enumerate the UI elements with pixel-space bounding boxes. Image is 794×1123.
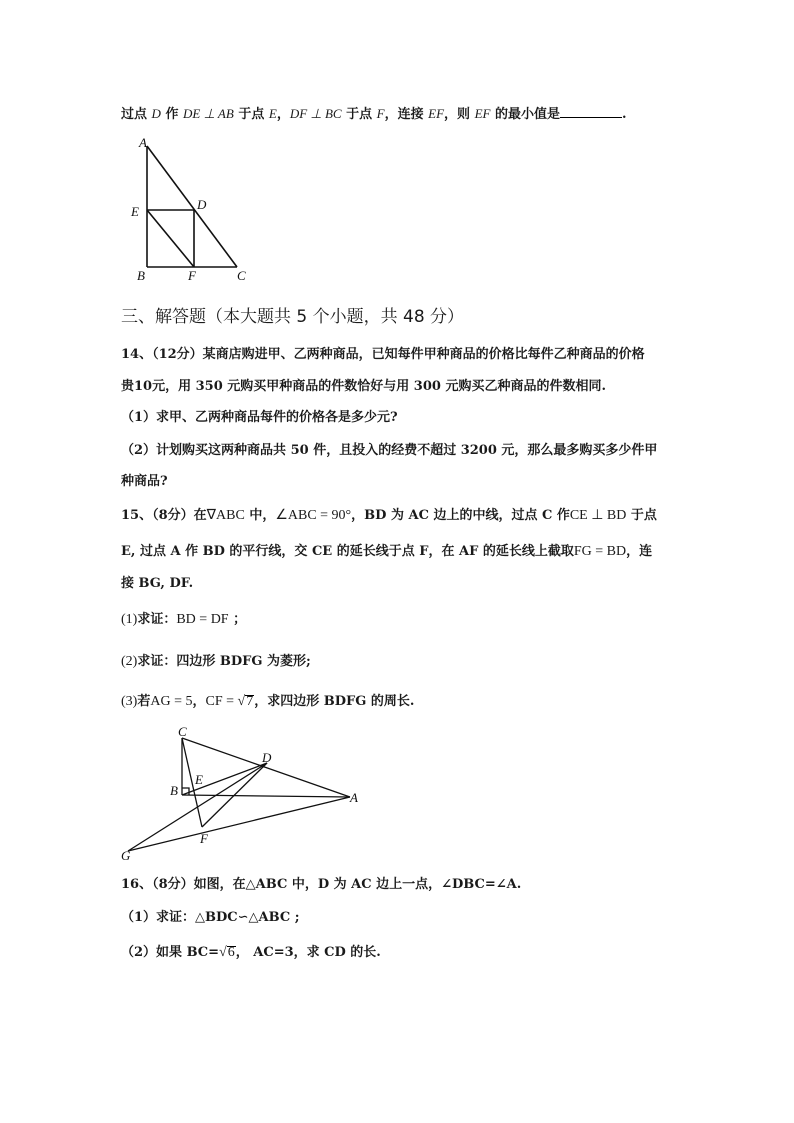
part-number: (3) [121, 694, 138, 709]
q14-line-5: 种商品? [121, 474, 168, 489]
radicand: 6 [227, 945, 235, 960]
label-b: B [170, 783, 178, 798]
label-g: G [121, 848, 131, 862]
q15-line-2 [121, 540, 652, 560]
sqrt-sign: √ [219, 945, 227, 960]
q16-text: （2）如果 BC= [121, 945, 220, 960]
q15-text: E, 过点 A 作 BD 的平行线，交 CE 的延长线于点 F，在 AF 的延长线上截取 [121, 544, 574, 559]
section-title: 三、解答题（本大题共 5 个小题，共 48 分） [121, 307, 465, 327]
label-b: B [137, 268, 145, 283]
q13-text: 于点 [233, 107, 269, 122]
q15-part-3 [121, 690, 414, 710]
q13-text: 于点 [341, 107, 377, 122]
math-expression: DE ⊥ AB [182, 106, 234, 121]
q15-text: 中， [244, 508, 276, 523]
q14-line-4: （2）计划购买这两种商品共 50 件，且投入的经费不超过 3200 元，那么最多购买多少件甲 [121, 443, 658, 458]
label-e: E [195, 772, 203, 787]
segment-ba [182, 795, 350, 797]
point-label: E [268, 106, 277, 121]
math-expression: ∇ABC [206, 508, 245, 523]
q13-text: . [621, 107, 627, 122]
math-expression: ∠ABC = 90° [275, 508, 352, 523]
q15-line-1 [121, 504, 657, 524]
segment-ac [147, 146, 237, 267]
q15-text: 15、（8分）在 [121, 508, 207, 523]
figure-right-triangle [125, 134, 285, 284]
math-expression: BD = DF [176, 612, 229, 627]
point-label: D [151, 106, 161, 121]
label-a: A [139, 135, 147, 150]
q15-text: ，BD 为 AC 边上的中线，过点 C 作 [351, 508, 570, 523]
q14-line-2: 贵10元，用 350 元购买甲种商品的件数恰好与用 300 元购买乙种商品的件数相同. [121, 379, 606, 394]
segment-label: EF [474, 106, 491, 121]
q15-text: 若 [137, 694, 151, 709]
math-expression: CF = [205, 694, 238, 709]
label-d: D [262, 750, 272, 765]
label-f: F [188, 268, 196, 283]
q13-line [121, 103, 627, 122]
q14-line-3: （1）求甲、乙两种商品每件的价格各是多少元? [121, 410, 398, 425]
q13-text: 的最小值是 [490, 107, 560, 122]
math-expression: AG = 5 [150, 694, 193, 709]
q15-text: 求证： [137, 612, 177, 627]
segment-ef [147, 210, 194, 267]
q13-text: ， [276, 107, 290, 122]
q14-line-1: 14、（12分）某商店购进甲、乙两种商品，已知每件甲种商品的价格比每件乙种商品的价格 [121, 347, 645, 362]
label-e: E [131, 204, 139, 219]
label-c: C [178, 724, 187, 739]
q15-text: 于点 [626, 508, 657, 523]
q15-part-1 [121, 608, 246, 628]
label-a: A [350, 790, 358, 805]
point-label: F [376, 106, 385, 121]
label-d: D [197, 197, 207, 212]
math-expression: CE ⊥ BD [569, 508, 627, 523]
q16-text: ， AC=3，求 CD 的长. [235, 945, 381, 960]
part-number: (2) [121, 654, 138, 669]
segment-label: EF [428, 106, 445, 121]
q16-line-1: 16、（8分）如图，在△ABC 中，D 为 AC 边上一点，∠DBC=∠A. [121, 877, 522, 892]
q15-text: ； [228, 612, 247, 627]
q16-line-2: （1）求证：△BDC∽△ABC ; [121, 910, 300, 925]
q15-part-2 [121, 650, 311, 670]
q13-text: 过点 [121, 107, 152, 122]
math-expression: DF ⊥ BC [289, 106, 342, 121]
q13-text: ，则 [444, 107, 475, 122]
math-expression: FG = BD [573, 544, 627, 559]
label-f: F [200, 831, 208, 846]
q15-line-3: 接 BG, DF. [121, 576, 194, 591]
q15-text: ， [192, 694, 206, 709]
q15-text: 求证：四边形 BDFG 为菱形; [137, 654, 311, 669]
q15-text: ，求四边形 BDFG 的周长. [254, 694, 415, 709]
q16-line-3 [121, 941, 381, 961]
sqrt-sign: √ [237, 694, 246, 709]
part-number: (1) [121, 612, 138, 627]
answer-blank[interactable] [560, 105, 622, 118]
segment-ga [128, 797, 350, 851]
label-c: C [237, 268, 246, 283]
radicand: 7 [246, 694, 254, 709]
q15-text: ，连 [626, 544, 653, 559]
segment-ca [182, 738, 350, 797]
q13-text: ，连接 [384, 107, 429, 122]
q13-text: 作 [160, 107, 183, 122]
figure-rhombus-construction [118, 722, 368, 862]
